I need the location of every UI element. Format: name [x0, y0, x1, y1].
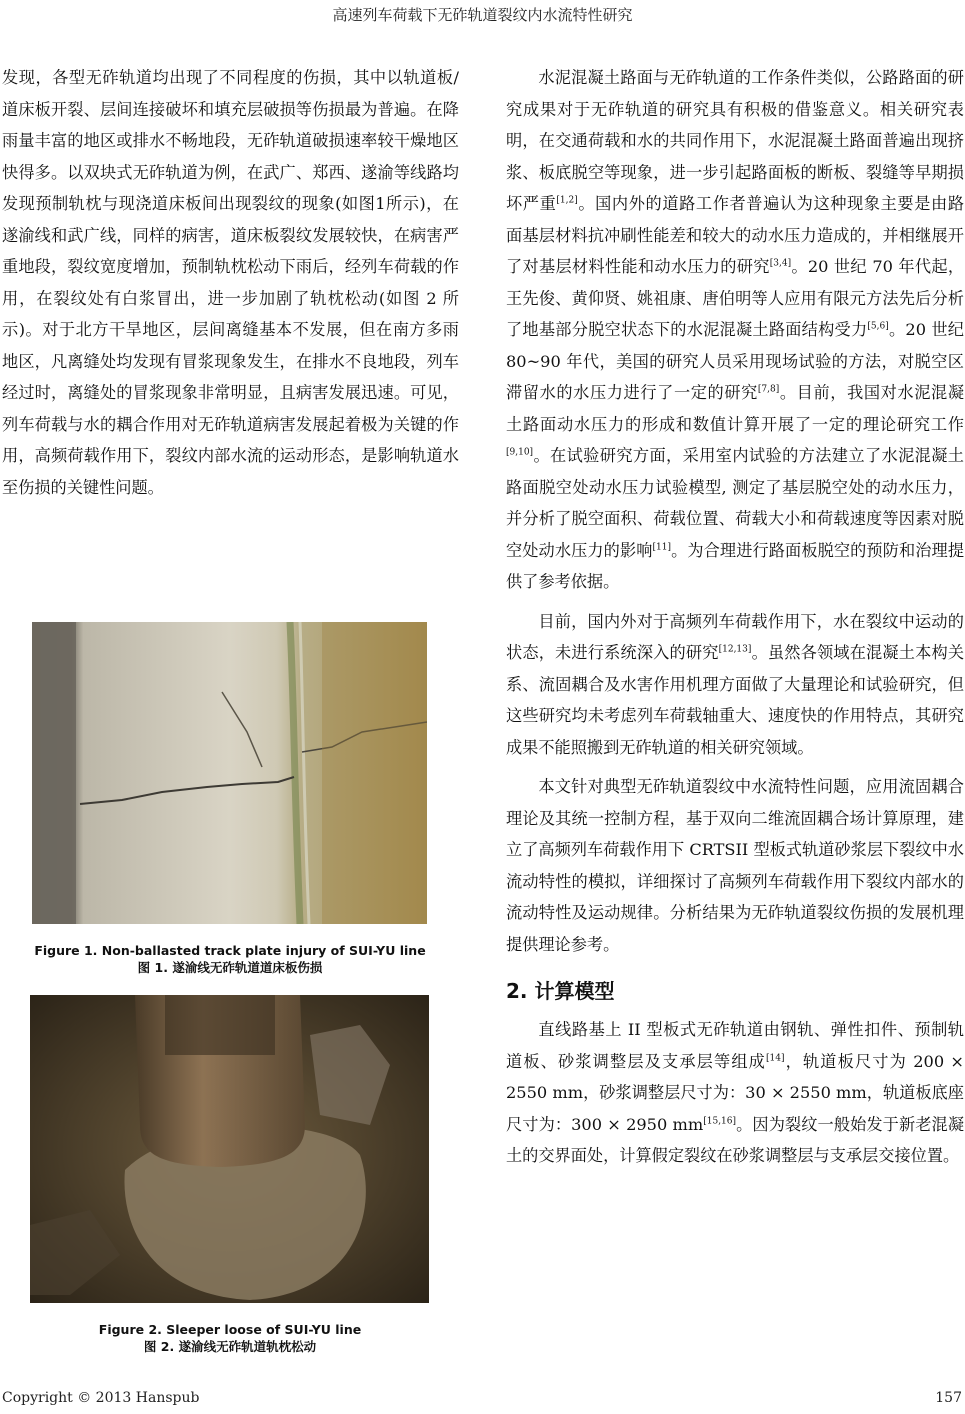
- copyright: Copyright © 2013 Hanspub: [2, 1390, 200, 1406]
- cracked-track-plate-photo: [32, 622, 427, 924]
- citation: [11]: [652, 542, 671, 553]
- right-paragraph-1: 水泥混凝土路面与无砟轨道的工作条件类似，公路路面的研究成果对于无砟轨道的研究具有积极的借鉴意义。相关研究表明，在交通荷载和水的共同作用下，水泥混凝土路面普遍出现挤浆、板底脱空等现象，进一步引起路面板的断板、裂缝等早期损坏严重[1,2]。国内外的道路工作者普遍认为这种现象主要是由路面基层材料抗冲刷性能差和较大的动水压力造成的，并相继展开了对基层材料性能和动水压力的研究[3,4]。20 世纪 70 年代起，王先俊、黄仰贤、姚祖康、唐伯明等人应用有限元方法先后分析了地基部分脱空状态下的水泥混凝土路面结构受力[5,6]。20 世纪 80~90 年代，美国的研究人员采用现场试验的方法，对脱空区滞留水的水压力进行了一定的研究[7,8]。目前，我国对水泥混凝土路面动水压力的形成和数值计算开展了一定的理论研究工作[9,10]。在试验研究方面，采用室内试验的方法建立了水泥混凝土路面脱空处动水压力试验模型, 测定了基层脱空处的动水压力，并分析了脱空面积、荷载位置、荷载大小和荷载速度等因素对脱空处动水压力的影响[11]。为合理进行路面板脱空的预防和治理提供了参考依据。: [506, 68, 965, 591]
- citation: [5,6]: [867, 321, 889, 332]
- citation: [1,2]: [556, 195, 578, 206]
- running-title: 高速列车荷载下无砟轨道裂纹内水流特性研究: [332, 6, 633, 24]
- right-paragraph-4: 直线路基上 II 型板式无砟轨道由钢轨、弹性扣件、预制轨道板、砂浆调整层及支承层等组成[14]，轨道板尺寸为 200 × 2550 mm，砂浆调整层尺寸为：30 × 2550 mm，轨道板底座尺寸为：300 × 2950 mm[15,16]。因为裂纹一般始发于新老混凝土的交界面处，计算假定裂纹在砂浆调整层与支承层交接位置。: [506, 1020, 965, 1165]
- figure-1-photo: [32, 622, 427, 924]
- citation: [7,8]: [757, 384, 780, 395]
- figure-2-caption: [0, 1321, 460, 1355]
- figure-1-caption-en: Figure 1. Non-ballasted track plate injury of SUI-YU line: [34, 943, 426, 958]
- figure-2-caption-zh: 图 2. 遂渝线无砟轨道轨枕松动: [143, 1339, 317, 1354]
- page-number: 157: [935, 1390, 962, 1406]
- loose-sleeper-photo: [30, 995, 429, 1303]
- citation: [9,10]: [506, 447, 534, 458]
- citation: [3,4]: [769, 258, 792, 269]
- left-paragraph-1: 发现，各型无砟轨道均出现了不同程度的伤损，其中以轨道板/道床板开裂、层间连接破坏和填充层破损等伤损最为普遍。在降雨量丰富的地区或排水不畅地段，无砟轨道破损速率较干燥地区快得多。以双块式无砟轨道为例，在武广、郑西、遂渝等线路均发现预制轨枕与现浇道床板间出现裂纹的现象(如图1所示)，在遂渝线和武广线，同样的病害，道床板裂纹发展较快，在病害严重地段，裂纹宽度增加，预制轨枕松动下雨后，经列车荷载的作用，在裂纹处有白浆冒出，进一步加剧了轨枕松动(如图 2 所示)。对于北方干旱地区，层间离缝基本不发展，但在南方多雨地区，凡离缝处均发现有冒浆现象发生，在排水不良地段，列车经过时，离缝处的冒浆现象非常明显，且病害发展迅速。可见，列车荷载与水的耦合作用对无砟轨道病害发展起着极为关键的作用，高频荷载作用下，裂纹内部水流的运动形态，是影响轨道水至伤损的关键性问题。: [2, 68, 459, 497]
- section-heading-2: 2. 计算模型: [506, 979, 615, 1003]
- citation: [15,16]: [703, 1116, 737, 1127]
- right-paragraph-2: 目前，国内外对于高频列车荷载作用下，水在裂纹中运动的状态，未进行系统深入的研究[12,13]。虽然各领域在混凝土本构关系、流固耦合及水害作用机理方面做了大量理论和试验研究，但这些研究均未考虑列车荷载轴重大、速度快的作用特点，其研究成果不能照搬到无砟轨道的相关研究领域。: [506, 611, 965, 757]
- right-column: [506, 62, 964, 1180]
- figure-1-caption: [0, 942, 460, 976]
- figure-2-caption-en: Figure 2. Sleeper loose of SUI-YU line: [98, 1322, 362, 1337]
- figure-2-photo: [30, 995, 429, 1303]
- left-column: [2, 62, 459, 511]
- figure-1-caption-zh: 图 1. 遂渝线无砟轨道道床板伤损: [137, 960, 323, 975]
- citation: [14]: [766, 1053, 785, 1064]
- citation: [12,13]: [718, 644, 752, 655]
- right-paragraph-3: 本文针对典型无砟轨道裂纹中水流特性问题，应用流固耦合理论及其统一控制方程，基于双向二维流固耦合场计算原理，建立了高频列车荷载作用下 CRTSII 型板式轨道砂浆层下裂纹中水流动特性的模拟，详细探讨了高频列车荷载作用下裂纹内部水的流动特性及运动规律。分析结果为无砟轨道裂纹伤损的发展机理提供理论参考。: [506, 777, 964, 954]
